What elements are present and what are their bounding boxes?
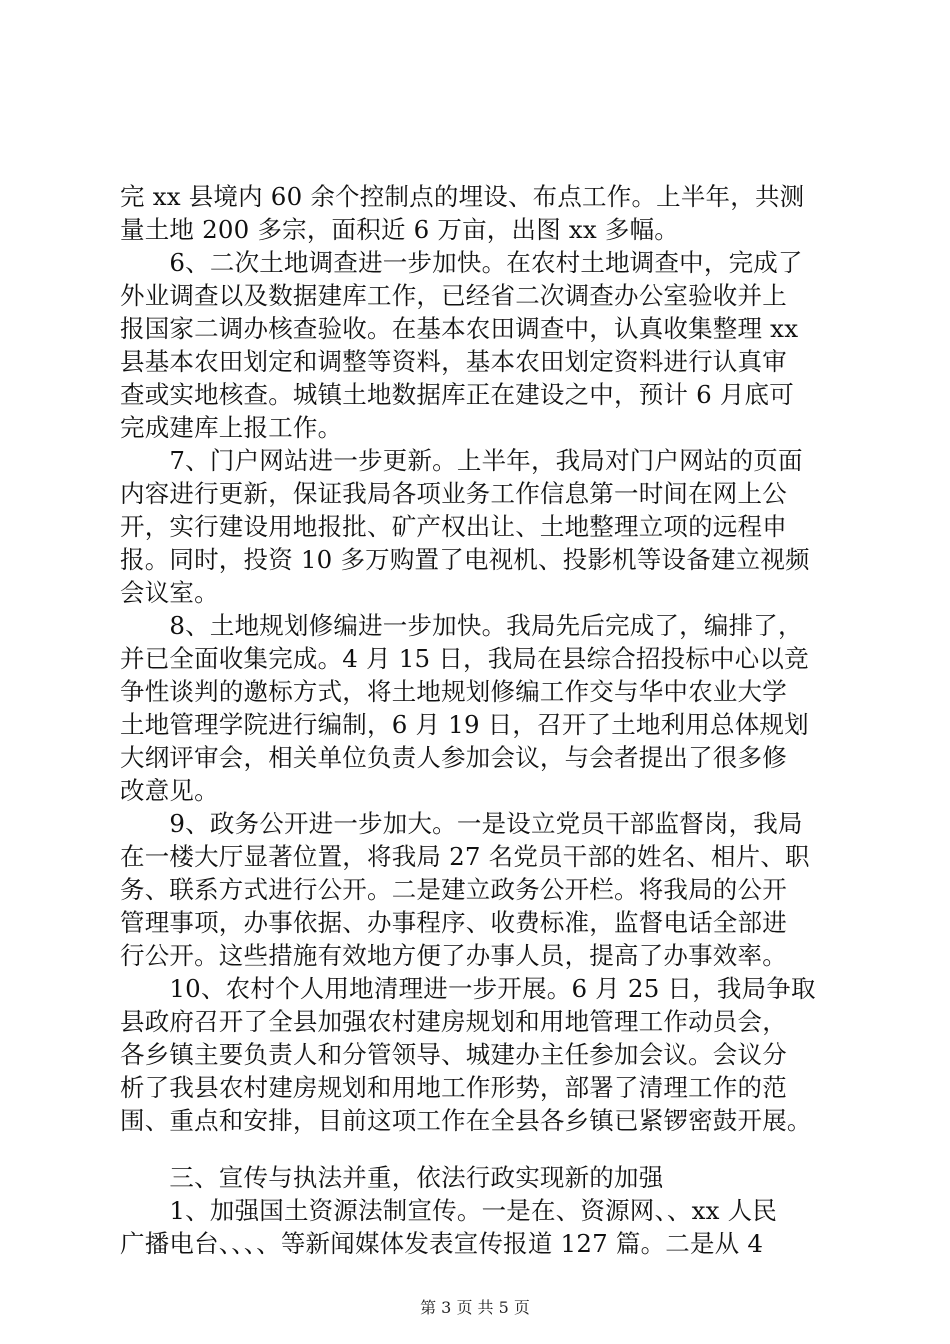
text-line: 行公开。这些措施有效地方便了办事人员，提高了办事效率。: [120, 941, 787, 970]
text-line: 县基本农田划定和调整等资料，基本农田划定资料进行认真审: [120, 347, 787, 376]
text-line: 在一楼大厅显著位置，将我局 27 名党员干部的姓名、相片、职: [120, 842, 810, 871]
text-line: 各乡镇主要负责人和分管领导、城建办主任参加会议。会议分: [120, 1040, 787, 1069]
text-line: 完成建库上报工作。: [120, 413, 343, 442]
paragraph-7-line: 7、门户网站进一步更新。上半年，我局对门户网站的页面: [120, 446, 803, 475]
text-line: 报国家二调办核查验收。在基本农田调查中，认真收集整理 xx: [120, 314, 799, 343]
paragraph-6-line: 6、二次土地调查进一步加快。在农村土地调查中，完成了: [120, 248, 803, 277]
text-line: 开，实行建设用地报批、矿产权出让、土地整理立项的远程申: [120, 512, 787, 541]
document-body: [120, 180, 860, 1260]
page-number-footer: 第 3 页 共 5 页: [420, 1298, 530, 1317]
text-line: 务、联系方式进行公开。二是建立政务公开栏。将我局的公开: [120, 875, 787, 904]
text-line: 争性谈判的邀标方式，将土地规划修编工作交与华中农业大学: [120, 677, 787, 706]
text-line: 管理事项，办事依据、办事程序、收费标准，监督电话全部进: [120, 908, 787, 937]
text-line: 报。同时，投资 10 多万购置了电视机、投影机等设备建立视频: [120, 545, 810, 574]
text-line: 量土地 200 多宗，面积近 6 万亩，出图 xx 多幅。: [120, 215, 680, 244]
text-line: 完 xx 县境内 60 余个控制点的埋设、布点工作。上半年，共测: [120, 182, 805, 211]
text-line: 内容进行更新，保证我局各项业务工作信息第一时间在网上公: [120, 479, 787, 508]
text-line: 大纲评审会，相关单位负责人参加会议，与会者提出了很多修: [120, 743, 787, 772]
text-line: 查或实地核查。城镇土地数据库正在建设之中，预计 6 月底可: [120, 380, 794, 409]
paragraph-8-line: 8、土地规划修编进一步加快。我局先后完成了，编排了，: [120, 611, 803, 640]
paragraph-9-line: 9、政务公开进一步加大。一是设立党员干部监督岗，我局: [120, 809, 803, 838]
text-line: 外业调查以及数据建库工作，已经省二次调查办公室验收并上: [120, 281, 787, 310]
section-spacer: [120, 1137, 860, 1161]
paragraph-line: 1、加强国土资源法制宣传。一是在、资源网、、xx 人民: [120, 1196, 778, 1225]
text-line: 析了我县农村建房规划和用地工作形势，部署了清理工作的范: [120, 1073, 787, 1102]
paragraph-line: 广播电台、、、、等新闻媒体发表宣传报道 127 篇。二是从 4: [120, 1229, 764, 1258]
text-line: 并已全面收集完成。4 月 15 日，我局在县综合招投标中心以竞: [120, 644, 809, 673]
text-line: 改意见。: [120, 776, 219, 805]
text-line: 围、重点和安排，目前这项工作在全县各乡镇已紧锣密鼓开展。: [120, 1106, 812, 1135]
paragraph-10-line: 10、农村个人用地清理进一步开展。6 月 25 日，我局争取: [120, 974, 816, 1003]
text-line: 县政府召开了全县加强农村建房规划和用地管理工作动员会，: [120, 1007, 787, 1036]
section-heading: 三、宣传与执法并重，依法行政实现新的加强: [120, 1163, 664, 1192]
text-line: 土地管理学院进行编制，6 月 19 日，召开了土地利用总体规划: [120, 710, 809, 739]
text-line: 会议室。: [120, 578, 219, 607]
